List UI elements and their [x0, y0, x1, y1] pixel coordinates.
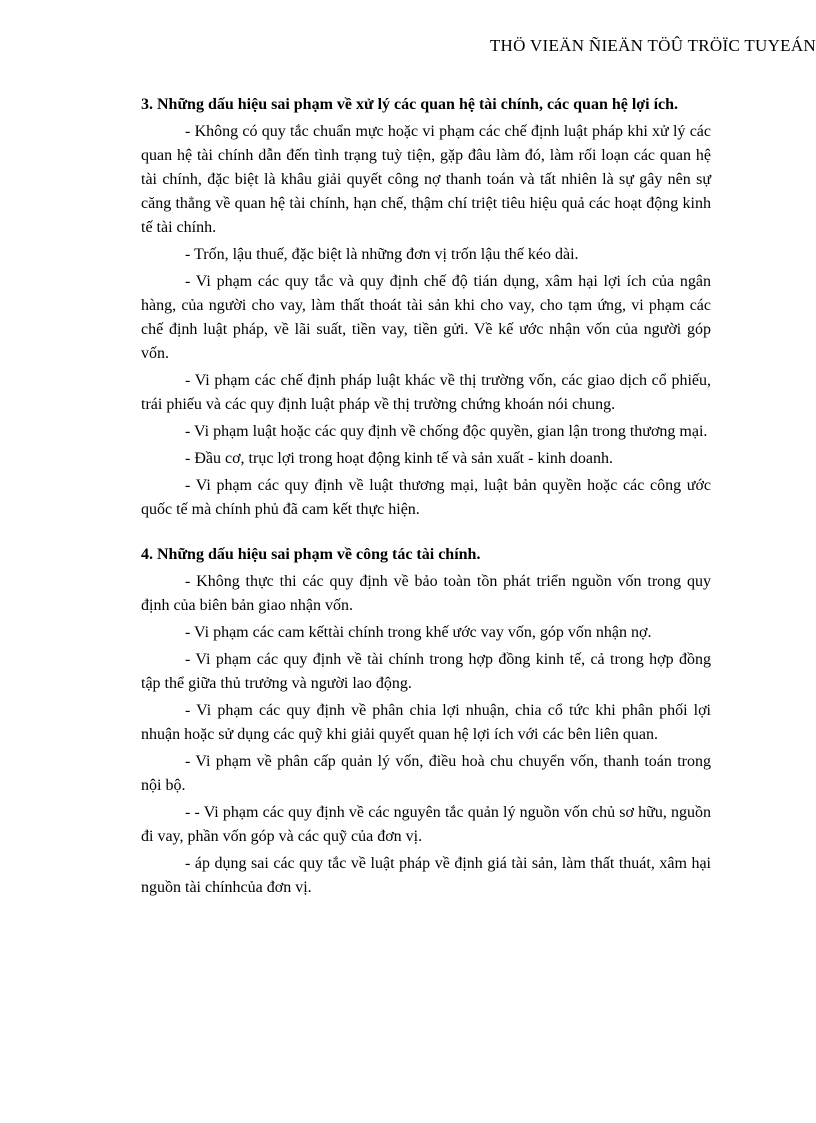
- paragraph: - Vi phạm về phân cấp quản lý vốn, điều hoà chu chuyển vốn, thanh toán trong nội bộ.: [141, 753, 711, 794]
- page-header: THÖ VIEÄN ÑIEÄN TÖÛ TRÖÏC TUYEÁN: [489, 36, 816, 55]
- section-3: [141, 93, 711, 522]
- paragraph: - Vi phạm các cam kếttài chính trong khế ước vay vốn, góp vốn nhận nợ.: [185, 624, 652, 641]
- paragraph: - Vi phạm các quy tắc và quy định chế độ tián dụng, xâm hại lợi ích của ngân hàng, của người cho vay, làm thất thoát tài sản khi cho vay, cho tạm ứng, vi phạm các chế định luật pháp, về lãi suất, tiền vay, tiền gửi. Về kế ước nhận vốn của người góp vốn.: [141, 273, 711, 362]
- paragraph: - Vi phạm các chế định pháp luật khác về thị trường vốn, các giao dịch cổ phiếu, trái phiếu và các quy định luật pháp về thị trường chứng khoán nói chung.: [141, 372, 711, 413]
- document-body: [141, 93, 711, 903]
- paragraph: - Vi phạm các quy định về phân chia lợi nhuận, chia cổ tức khi phân phối lợi nhuận hoặc sử dụng các quỹ khi giải quyết quan hệ lợi ích với các bên liên quan.: [141, 702, 711, 743]
- section-heading: 4. Những dấu hiệu sai phạm về công tác tài chính.: [141, 546, 481, 563]
- paragraph: - Không thực thi các quy định về bảo toàn tồn phát triển nguồn vốn trong quy định của biên bản giao nhận vốn.: [141, 573, 711, 614]
- section-heading: 3. Những dấu hiệu sai phạm về xử lý các quan hệ tài chính, các quan hệ lợi ích.: [141, 96, 679, 113]
- paragraph: - Trốn, lậu thuế, đặc biệt là những đơn vị trốn lậu thế kéo dài.: [185, 246, 579, 263]
- paragraph: - Đầu cơ, trục lợi trong hoạt động kinh tế và sản xuất - kinh doanh.: [185, 450, 613, 467]
- paragraph: - áp dụng sai các quy tắc về luật pháp về định giá tài sản, làm thất thuát, xâm hại nguồn tài chínhcủa đơn vị.: [141, 855, 711, 896]
- paragraph: - Không có quy tắc chuẩn mực hoặc vi phạm các chế định luật pháp khi xử lý các quan hệ tài chính dẫn đến tình trạng tuỳ tiện, gặp đâu làm đó, làm rối loạn các quan hệ tài chính, đặc biệt là khâu giải quyết công nợ thanh toán và tất nhiên là sự gây nên sự căng thẳng về quan hệ tài chính, hạn chế, thậm chí triệt tiêu hiệu quả các hoạt động kinh tế tài chính.: [141, 123, 711, 236]
- paragraph: - Vi phạm các quy định về luật thương mại, luật bản quyền hoặc các công ước quốc tế mà chính phủ đã cam kết thực hiện.: [141, 477, 711, 518]
- paragraph: - Vi phạm luật hoặc các quy định về chống độc quyền, gian lận trong thương mại.: [185, 423, 708, 440]
- section-4: [141, 543, 711, 900]
- paragraph: - - Vi phạm các quy định về các nguyên tắc quản lý nguồn vốn chủ sơ hữu, nguồn đi vay, phần vốn góp và các quỹ của đơn vị.: [141, 804, 711, 845]
- paragraph: - Vi phạm các quy định về tài chính trong hợp đồng kinh tế, cả trong hợp đồng tập thể giữa thủ trưởng và người lao động.: [141, 651, 711, 692]
